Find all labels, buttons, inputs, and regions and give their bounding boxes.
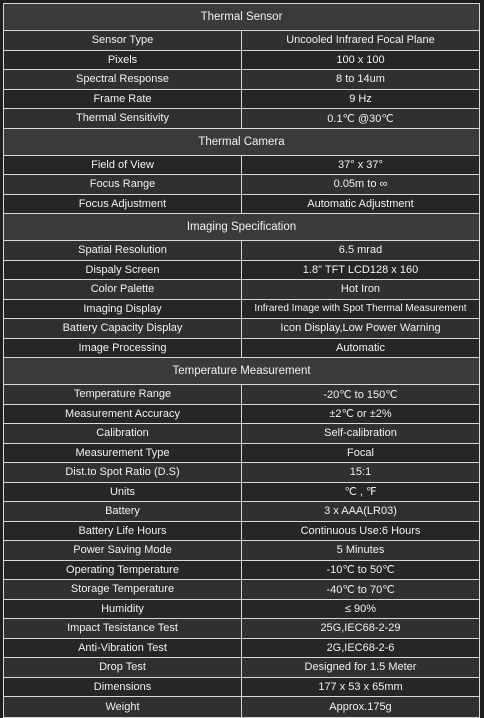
spec-name: Anti-Vibration Test [4, 639, 242, 658]
table-row [4, 175, 479, 195]
spec-value: Focal [347, 446, 374, 459]
spec-value: ±2℃ or ±2% [329, 408, 392, 421]
spec-name: Color Palette [4, 280, 242, 299]
spec-value: Approx.175g [329, 700, 392, 713]
spec-value: 9 Hz [349, 92, 372, 105]
spec-name: Measurement Accuracy [4, 405, 242, 424]
table-row [4, 195, 479, 215]
table-row [4, 522, 479, 542]
table-row [4, 502, 479, 522]
spec-name: Focus Range [4, 175, 242, 194]
spec-value: 5 Minutes [336, 544, 385, 557]
spec-value: 15:1 [349, 466, 372, 479]
table-row [4, 580, 479, 600]
spec-name: Operating Temperature [4, 561, 242, 580]
spec-name: Dimensions [4, 678, 242, 697]
spec-value: ℃ , ℉ [344, 486, 377, 499]
spec-value: 37° x 37° [338, 158, 383, 171]
table-row [4, 261, 479, 281]
table-row [4, 51, 479, 71]
spec-value: Continuous Use:6 Hours [300, 524, 421, 537]
table-row [4, 697, 479, 717]
table-row [4, 90, 479, 110]
spec-name: Thermal Sensitivity [4, 109, 242, 128]
spec-value: Hot Iron [340, 283, 381, 296]
table-row [4, 658, 479, 678]
spec-name: Weight [4, 697, 242, 717]
section-header: Imaging Specification [4, 214, 479, 241]
table-row [4, 31, 479, 51]
spec-name: Focus Adjustment [4, 195, 242, 214]
spec-value: 6.5 mrad [338, 244, 383, 257]
spec-value: 2G,IEC68-2-6 [326, 641, 395, 654]
table-row [4, 385, 479, 405]
spec-name: Battery Capacity Display [4, 319, 242, 338]
spec-name: Impact Tesistance Test [4, 619, 242, 638]
spec-value: 3 x AAA(LR03) [324, 505, 397, 518]
table-row [4, 444, 479, 464]
table-row [4, 319, 479, 339]
table-row [4, 483, 479, 503]
table-row [4, 424, 479, 444]
table-row [4, 280, 479, 300]
spec-value: Automatic [336, 341, 385, 354]
spec-name: Humidity [4, 600, 242, 619]
section-header: Thermal Camera [4, 129, 479, 156]
spec-value: Infrared Image with Spot Thermal Measurement [254, 303, 467, 315]
spec-name: Battery Life Hours [4, 522, 242, 541]
spec-name: Units [4, 483, 242, 502]
spec-table [3, 3, 480, 718]
table-row [4, 405, 479, 425]
spec-value: -20℃ to 150℃ [323, 388, 398, 401]
spec-name: Field of View [4, 156, 242, 175]
section-header: Thermal Sensor [4, 4, 479, 31]
table-row [4, 241, 479, 261]
table-row [4, 339, 479, 359]
spec-name: Dispaly Screen [4, 261, 242, 280]
table-row [4, 70, 479, 90]
spec-name: Spatial Resolution [4, 241, 242, 260]
spec-name: Sensor Type [4, 31, 242, 50]
spec-name: Measurement Type [4, 444, 242, 463]
spec-name: Battery [4, 502, 242, 521]
table-row [4, 541, 479, 561]
spec-value: 177 x 53 x 65mm [318, 680, 403, 693]
table-row [4, 463, 479, 483]
table-row [4, 109, 479, 129]
table-row [4, 639, 479, 659]
spec-value: Designed for 1.5 Meter [304, 661, 417, 674]
spec-name: Drop Test [4, 658, 242, 677]
spec-value: 8 to 14um [336, 73, 385, 86]
spec-name: Temperature Range [4, 385, 242, 404]
spec-name: Image Processing [4, 339, 242, 358]
spec-name: Power Saving Mode [4, 541, 242, 560]
table-row [4, 561, 479, 581]
spec-name: Storage Temperature [4, 580, 242, 599]
spec-value: 1.8" TFT LCD128 x 160 [302, 263, 419, 276]
section-header: Temperature Measurement [4, 358, 479, 385]
spec-value: -40℃ to 70℃ [326, 583, 395, 596]
spec-value: ≤ 90% [344, 602, 377, 615]
spec-value: Uncooled Infrared Focal Plane [286, 34, 435, 47]
table-row [4, 156, 479, 176]
spec-value: 0.05m to ∞ [333, 178, 388, 191]
spec-value: -10℃ to 50℃ [326, 564, 395, 577]
spec-value: Icon Display,Low Power Warning [280, 322, 441, 335]
spec-name: Calibration [4, 424, 242, 443]
table-row [4, 678, 479, 698]
spec-value: 0.1℃ @30℃ [327, 112, 394, 125]
spec-name: Spectral Response [4, 70, 242, 89]
table-row [4, 300, 479, 320]
spec-value: Automatic Adjustment [307, 197, 414, 210]
spec-value: 25G,IEC68-2-29 [320, 622, 401, 635]
table-row [4, 619, 479, 639]
spec-name: Frame Rate [4, 90, 242, 109]
spec-value: 100 x 100 [336, 53, 385, 66]
spec-value: Self-calibration [324, 427, 397, 440]
spec-name: Imaging Display [4, 300, 242, 319]
spec-name: Pixels [4, 51, 242, 70]
table-row [4, 600, 479, 620]
spec-name: Dist.to Spot Ratio (D.S) [4, 463, 242, 482]
